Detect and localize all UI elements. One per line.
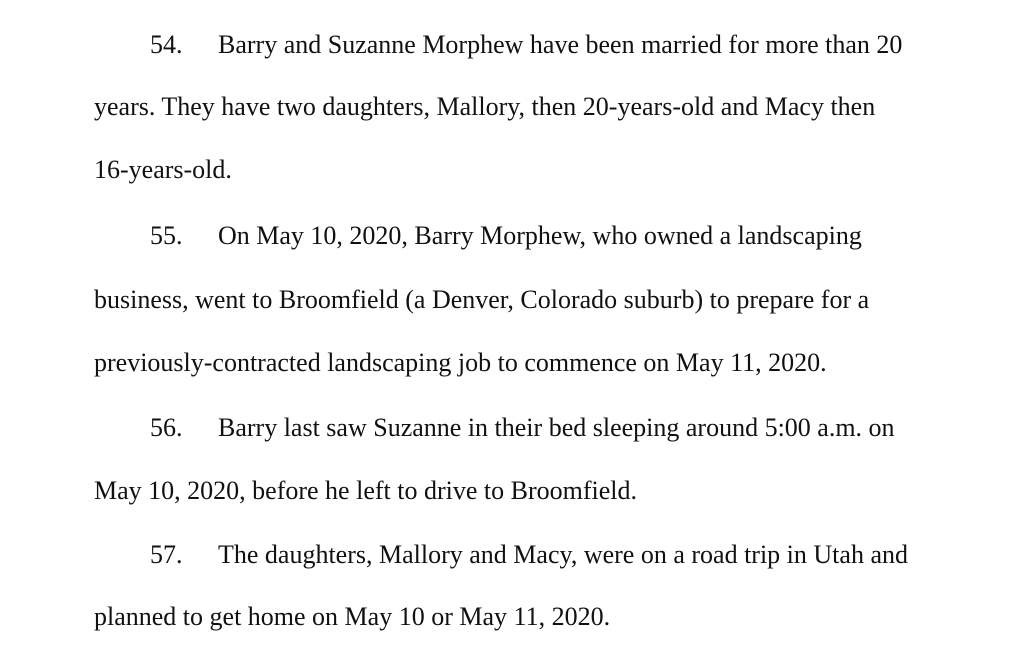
paragraph-first-line (150, 223, 862, 249)
paragraph-text: The daughters, Mallory and Macy, were on a road trip in Utah and (218, 540, 908, 569)
paragraph-text: 16-years-old. (94, 155, 232, 184)
paragraph-text: Barry and Suzanne Morphew have been married for more than 20 (218, 30, 903, 59)
paragraph-number: 55. (150, 221, 183, 250)
paragraph-first-line (150, 415, 895, 441)
paragraph-number: 56. (150, 413, 183, 442)
paragraph-text: Barry last saw Suzanne in their bed sleeping around 5:00 a.m. on (218, 413, 895, 442)
paragraph-text: business, went to Broomfield (a Denver, Colorado suburb) to prepare for a (94, 285, 870, 314)
paragraph-first-line (150, 542, 908, 568)
paragraph-text: previously-contracted landscaping job to commence on May 11, 2020. (94, 348, 827, 377)
paragraph-number: 54. (150, 30, 183, 59)
paragraph-text: On May 10, 2020, Barry Morphew, who owned a landscaping (218, 221, 862, 250)
paragraph-text: years. They have two daughters, Mallory, then 20-years-old and Macy then (94, 92, 876, 121)
paragraph-text: planned to get home on May 10 or May 11, 2020. (94, 602, 611, 631)
paragraph-first-line (150, 32, 902, 58)
paragraph-number: 57. (150, 540, 183, 569)
paragraph-text: May 10, 2020, before he left to drive to Broomfield. (94, 476, 637, 505)
